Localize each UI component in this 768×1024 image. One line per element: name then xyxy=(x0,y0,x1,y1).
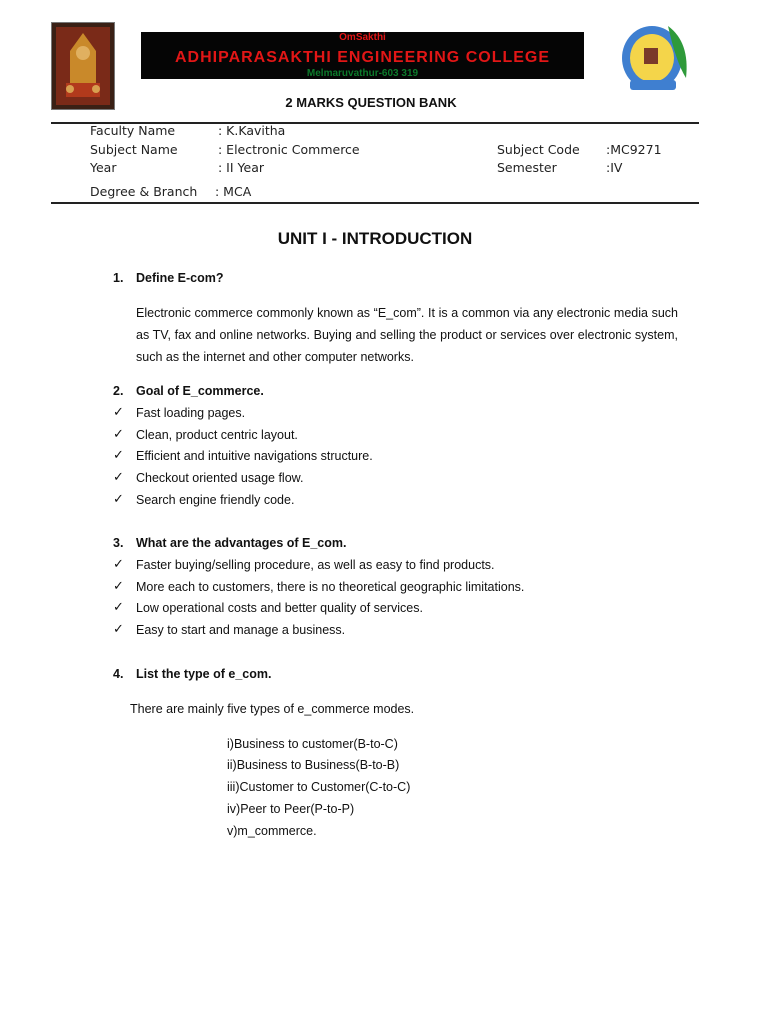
list-item: Checkout oriented usage flow. xyxy=(136,471,304,485)
page-title: 2 MARKS QUESTION BANK xyxy=(285,95,457,110)
subject-label: Subject Name xyxy=(90,142,178,157)
checkmark-icon: ✓ xyxy=(113,578,124,593)
checkmark-icon: ✓ xyxy=(113,447,124,462)
list-item: Search engine friendly code. xyxy=(136,493,295,507)
college-banner xyxy=(141,32,584,79)
checkmark-icon: ✓ xyxy=(113,621,124,636)
question-title: List the type of e_com. xyxy=(136,667,272,681)
faculty-value: : K.Kavitha xyxy=(218,123,286,138)
answer-intro: There are mainly five types of e_commerce modes. xyxy=(130,702,415,716)
question-number: 3. xyxy=(113,536,124,550)
college-location: Melmaruvathur-603 319 xyxy=(306,68,419,79)
semester-label: Semester xyxy=(497,160,557,175)
question-title: Goal of E_commerce. xyxy=(136,384,264,398)
question-number: 1. xyxy=(113,271,124,285)
checkmark-icon: ✓ xyxy=(113,556,124,571)
subject-code-label: Subject Code xyxy=(497,142,580,157)
faculty-label: Faculty Name xyxy=(90,123,176,138)
degree-label: Degree & Branch xyxy=(90,184,198,199)
degree-value: : MCA xyxy=(215,184,252,199)
question-number: 4. xyxy=(113,667,124,681)
subject-code-value: :MC9271 xyxy=(606,142,662,157)
checkmark-icon: ✓ xyxy=(113,404,124,419)
list-item: Low operational costs and better quality of services. xyxy=(136,601,423,615)
checkmark-icon: ✓ xyxy=(113,491,124,506)
list-item: More each to customers, there is no theoretical geographic limitations. xyxy=(136,580,525,594)
semester-value: :IV xyxy=(606,160,623,175)
list-item: ii)Business to Business(B-to-B) xyxy=(227,758,400,772)
year-label: Year xyxy=(90,160,117,175)
answer-paragraph: Electronic commerce commonly known as “E_com”. It is a common via any electronic media such as TV, fax and online networks. Buying and selling the product or services over electronic system, such as the internet and other computer networks. xyxy=(136,306,678,364)
banner-top-text: OmSakthi xyxy=(339,32,386,43)
checkmark-icon: ✓ xyxy=(113,599,124,614)
question-number: 2. xyxy=(113,384,124,398)
list-item: Efficient and intuitive navigations structure. xyxy=(136,449,373,463)
list-item: Easy to start and manage a business. xyxy=(136,623,346,637)
list-item: iv)Peer to Peer(P-to-P) xyxy=(227,802,355,816)
list-item: Fast loading pages. xyxy=(136,406,246,420)
checkmark-icon: ✓ xyxy=(113,426,124,441)
list-item: Faster buying/selling procedure, as well as easy to find products. xyxy=(136,558,495,572)
unit-heading: UNIT I - INTRODUCTION xyxy=(277,229,473,248)
list-item: Clean, product centric layout. xyxy=(136,428,298,442)
checkmark-icon: ✓ xyxy=(113,469,124,484)
subject-value: : Electronic Commerce xyxy=(218,142,360,157)
college-emblem-image xyxy=(616,22,696,98)
year-value: : II Year xyxy=(218,160,264,175)
list-item: i)Business to customer(B-to-C) xyxy=(227,737,398,751)
question-title: Define E-com? xyxy=(136,271,224,285)
info-divider xyxy=(51,202,699,204)
list-item: iii)Customer to Customer(C-to-C) xyxy=(227,780,411,794)
list-item: v)m_commerce. xyxy=(227,824,317,838)
college-name: ADHIPARASAKTHI ENGINEERING COLLEGE xyxy=(174,49,551,66)
question-title: What are the advantages of E_com. xyxy=(136,536,347,550)
